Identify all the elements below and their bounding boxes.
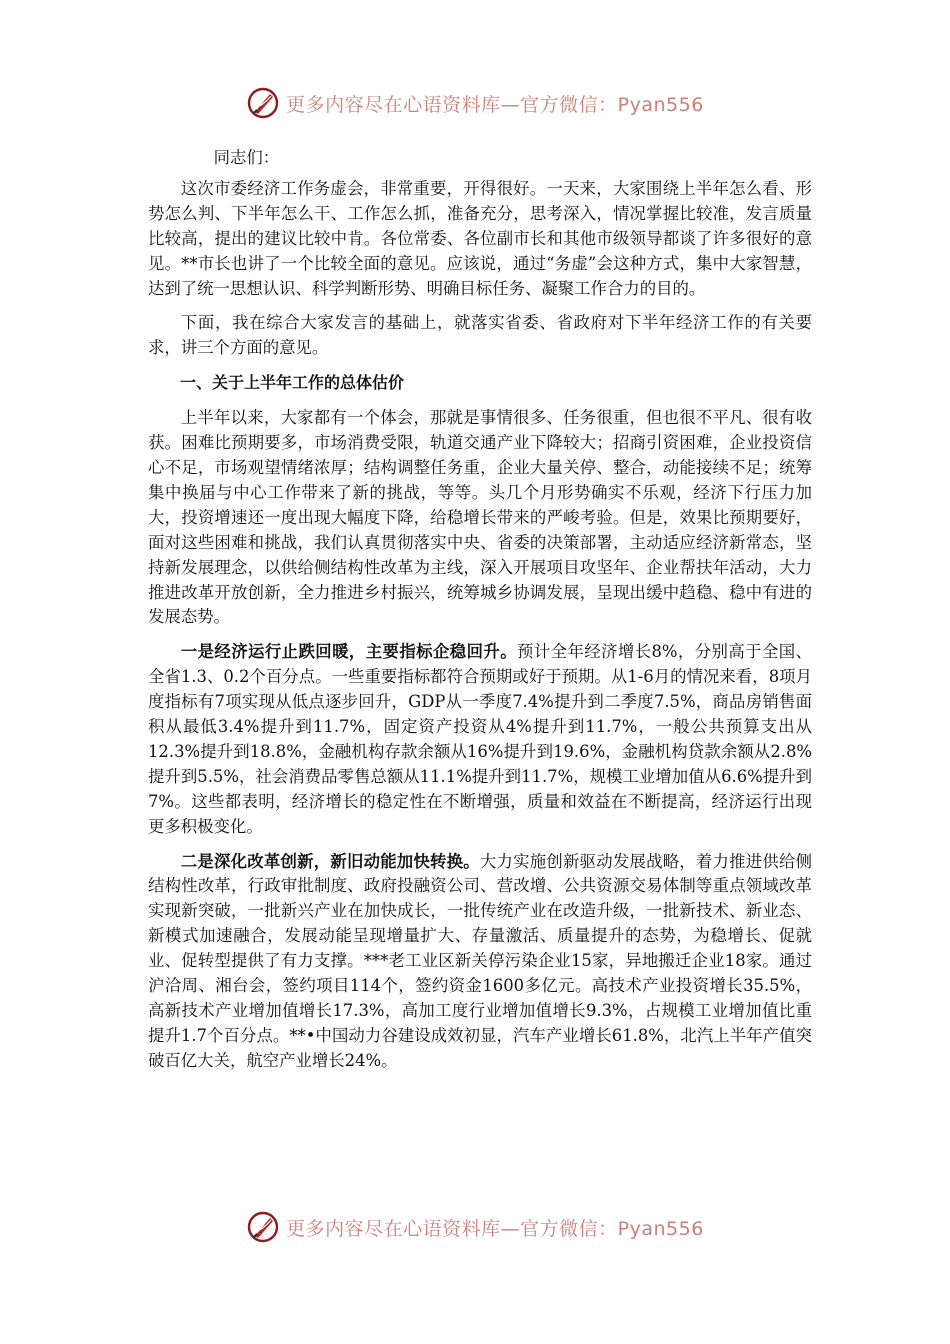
- paragraph-overview: 上半年以来，大家都有一个体会，那就是事情很多、任务很重，但也很不平凡、很有收获。困难比预期要多，市场消费受限，轨道交通产业下降较大；招商引资困难，企业投资信心不足，市场观望情绪浓厚；结构调整任务重，企业大量关停、整合，动能接续不足；统筹集中换届与中心工作带来了新的挑战，等等。头几个月形势确实不乐观，经济下行压力加大，投资增速还一度出现大幅度下降，给稳增长带来的严峻考验。但是，效果比预期要好，面对这些困难和挑战，我们认真贯彻落实中央、省委的决策部署，主动适应经济新常态，坚持新发展理念，以供给侧结构性改革为主线，深入开展项目攻坚年、企业帮扶年活动，大力推进改革开放创新，全力推进乡村振兴，统筹城乡协调发展，呈现出缓中趋稳、稳中有进的发展态势。: [148, 408, 812, 627]
- document-body: [148, 146, 812, 1084]
- paragraph-point-2: [148, 850, 812, 1074]
- paragraph-point-1: [148, 640, 812, 839]
- quill-logo-icon: [246, 86, 280, 120]
- section-heading-1: 一、关于上半年工作的总体估价: [180, 373, 405, 393]
- point-1-lead: 一是经济运行止跌回暖，主要指标企稳回升。: [180, 642, 518, 662]
- banner-text: 更多内容尽在心语资料库—官方微信：Pyan556: [286, 1217, 704, 1240]
- banner-text: 更多内容尽在心语资料库—官方微信：Pyan556: [286, 93, 704, 116]
- point-1-body: 预计全年经济增长8%，分别高于全国、全省1.3、0.2个百分点。一些重要指标都符合预期或好于预期。从1-6月的情况来看，8项月度指标有7项实现从低点逐步回升，GDP从一季度7.4%提升到二季度7.5%，商品房销售面积从最低3.4%提升到11.7%，固定资产投资从4%提升到11.7%，一般公共预算支出从12.3%提升到18.8%，金融机构存款余额从16%提升到19.6%，金融机构贷款余额从2.8%提升到5.5%，社会消费品零售总额从11.1%提升到11.7%，规模工业增加值从6.6%提升到7%。这些都表明，经济增长的稳定性在不断增强，质量和效益在不断提高，经济运行出现更多积极变化。: [148, 642, 812, 836]
- footer-watermark-banner: [0, 1210, 950, 1244]
- quill-logo-icon: [246, 1210, 280, 1244]
- salutation: 同志们：: [213, 148, 280, 167]
- paragraph-intro: 这次市委经济工作务虚会，非常重要，开得很好。一天来，大家围绕上半年怎么看、形势怎么判、下半年怎么干、工作怎么抓，准备充分，思考深入，情况掌握比较准，发言质量比较高，提出的建议比较中肯。各位常委、各位副市长和其他市级领导都谈了许多很好的意见。**市长也讲了一个比较全面的意见。应该说，通过“务虚”会这种方式，集中大家智慧，达到了统一思想认识、科学判断形势、明确目标任务、凝聚工作合力的目的。: [148, 178, 812, 298]
- point-2-body: 大力实施创新驱动发展战略，着力推进供给侧结构性改革，行政审批制度、政府投融资公司、营改增、公共资源交易体制等重点领域改革实现新突破，一批新兴产业在加快成长，一批传统产业在改造升级，一批新技术、新业态、新模式加速融合，发展动能呈现增量扩大、存量激活、质量提升的态势，为稳增长、促就业、促转型提供了有力支撑。***老工业区新关停污染企业15家，异地搬迁企业18家。通过沪洽周、湘台会，签约项目114个，签约资金1600多亿元。高技术产业投资增长35.5%，高新技术产业增加值增长17.3%，高加工度行业增加值增长9.3%，占规模工业增加值比重提升1.7个百分点。**•中国动力谷建设成效初显，汽车产业增长61.8%，北汽上半年产值突破百亿大关，航空产业增长24%。: [148, 851, 813, 1070]
- point-2-lead: 二是深化改革创新，新旧动能加快转换。: [180, 851, 480, 871]
- header-watermark-banner: [0, 86, 950, 120]
- paragraph-outline: 下面，我在综合大家发言的基础上，就落实省委、省政府对下半年经济工作的有关要求，讲三个方面的意见。: [148, 313, 812, 358]
